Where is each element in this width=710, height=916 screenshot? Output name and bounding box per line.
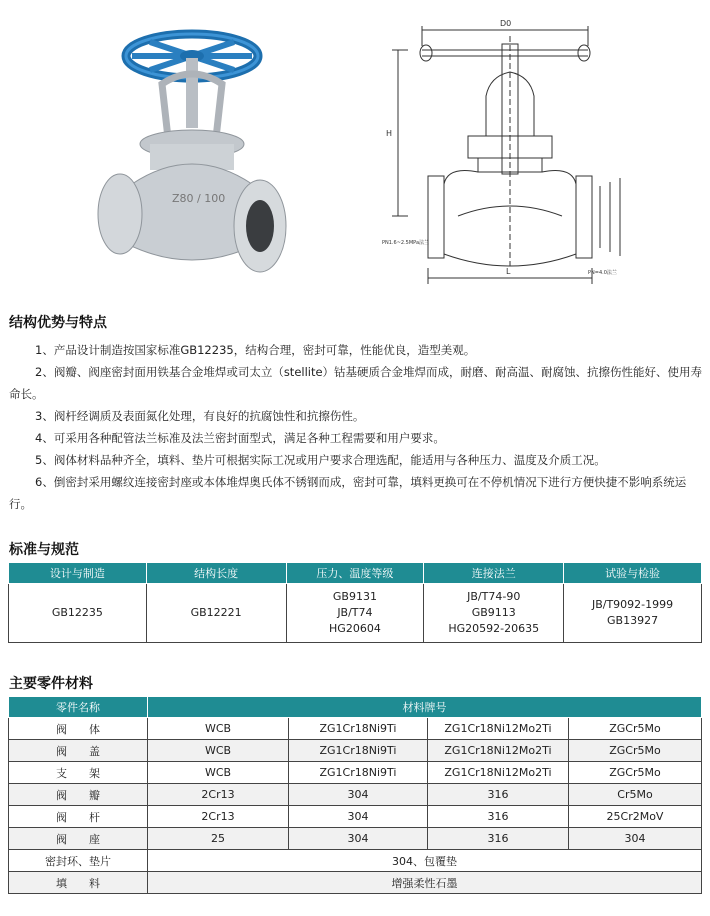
std-header-flange: 连接法兰 (424, 563, 564, 584)
table-row (9, 850, 702, 872)
std-header-design: 设计与制造 (9, 563, 147, 584)
mat-header-part: 零件名称 (9, 697, 148, 718)
table-row (9, 828, 702, 850)
table-row (9, 740, 702, 762)
material-cell: 304 (289, 828, 428, 850)
material-cell: 304 (289, 806, 428, 828)
valve-marking: Z80 / 100 (172, 192, 226, 205)
std-test-1: JB/T9092-1999 (591, 598, 674, 611)
part-name: 阀 杆 (9, 806, 148, 828)
std-header-length: 结构长度 (146, 563, 286, 584)
material-cell: 316 (428, 784, 569, 806)
material-cell: WCB (148, 718, 289, 740)
feature-item-6: 6、倒密封采用螺纹连接密封座或本体堆焊奥氏体不锈钢而成，密封可靠，填料更换可在不停机情况下进行方便快捷不影响系统运行。 (9, 475, 687, 511)
feature-item-5: 5、阀体材料品种齐全，填料、垫片可根据实际工况或用户要求合理选配，能适用与各种压力、温度及介质工况。 (35, 453, 606, 467)
part-name: 阀 瓣 (9, 784, 148, 806)
features-title: 结构优势与特点 (9, 315, 107, 331)
material-cell: ZGCr5Mo (569, 718, 702, 740)
materials-title: 主要零件材料 (9, 676, 93, 692)
valve-photo (92, 14, 292, 284)
materials-header-row (9, 697, 702, 718)
table-row (9, 806, 702, 828)
std-flange-2: GB9113 (471, 606, 516, 619)
standards-table (8, 562, 702, 643)
feature-item-4: 4、可采用各种配管法兰标准及法兰密封面型式，满足各种工程需要和用户要求。 (35, 431, 445, 445)
std-test-2: GB13927 (607, 614, 659, 627)
pn-high-note: PN=4.0法兰 (588, 270, 617, 276)
standards-header-row (9, 563, 702, 584)
features-list (9, 339, 704, 515)
part-name: 阀 座 (9, 828, 148, 850)
material-cell: ZG1Cr18Ni9Ti (289, 740, 428, 762)
std-flange (424, 584, 564, 643)
material-cell: WCB (148, 762, 289, 784)
feature-item-3: 3、阀杆经调质及表面氮化处理，有良好的抗腐蚀性和抗擦伤性。 (35, 409, 365, 423)
dim-d0-label: D0 (500, 19, 512, 28)
material-cell: 增强柔性石墨 (148, 872, 702, 894)
std-pressure-3: HG20604 (329, 622, 381, 635)
std-pressure-1: GB9131 (332, 590, 377, 603)
std-pressure-2: JB/T74 (337, 606, 373, 619)
material-cell: 304 (569, 828, 702, 850)
material-cell: 304 (289, 784, 428, 806)
valve-technical-drawing (378, 16, 630, 286)
material-cell: 304、包覆垫 (148, 850, 702, 872)
standards-row (9, 584, 702, 643)
mat-header-material: 材料牌号 (148, 697, 702, 718)
table-row (9, 872, 702, 894)
material-cell: 2Cr13 (148, 806, 289, 828)
table-row (9, 784, 702, 806)
material-cell: 316 (428, 828, 569, 850)
material-cell: 25Cr2MoV (569, 806, 702, 828)
feature-item-1: 1、产品设计制造按国家标准GB12235，结构合理，密封可靠，性能优良，造型美观。 (35, 343, 476, 357)
material-cell: ZG1Cr18Ni12Mo2Ti (428, 718, 569, 740)
std-pressure (286, 584, 424, 643)
std-header-pressure: 压力、温度等级 (286, 563, 424, 584)
std-flange-3: HG20592-20635 (448, 622, 540, 635)
std-design: GB12235 (9, 584, 147, 643)
material-cell: ZG1Cr18Ni12Mo2Ti (428, 740, 569, 762)
material-cell: Cr5Mo (569, 784, 702, 806)
table-row (9, 762, 702, 784)
dim-l-label: L (506, 267, 511, 276)
material-cell: ZG1Cr18Ni9Ti (289, 762, 428, 784)
materials-table (8, 696, 702, 894)
material-cell: ZG1Cr18Ni12Mo2Ti (428, 762, 569, 784)
product-figures (0, 0, 710, 300)
material-cell: ZG1Cr18Ni9Ti (289, 718, 428, 740)
std-header-test: 试验与检验 (564, 563, 702, 584)
material-cell: 2Cr13 (148, 784, 289, 806)
feature-item-2: 2、阀瓣、阀座密封面用铁基合金堆焊或司太立（stellite）钴基硬质合金堆焊而成，耐磨、耐高温、耐腐蚀、抗擦伤性能好、使用寿命长。 (9, 365, 703, 401)
part-name: 密封环、垫片 (9, 850, 148, 872)
part-name: 支 架 (9, 762, 148, 784)
part-name: 阀 盖 (9, 740, 148, 762)
standards-title: 标准与规范 (9, 542, 79, 558)
part-name: 阀 体 (9, 718, 148, 740)
std-test (564, 584, 702, 643)
material-cell: ZGCr5Mo (569, 740, 702, 762)
pn-low-note: PN1.6~2.5MPa法兰 (382, 240, 430, 246)
material-cell: 25 (148, 828, 289, 850)
std-length: GB12221 (146, 584, 286, 643)
dim-h-label: H (386, 129, 393, 138)
std-flange-1: JB/T74-90 (467, 590, 521, 603)
material-cell: WCB (148, 740, 289, 762)
table-row (9, 718, 702, 740)
material-cell: ZGCr5Mo (569, 762, 702, 784)
part-name: 填 料 (9, 872, 148, 894)
material-cell: 316 (428, 806, 569, 828)
